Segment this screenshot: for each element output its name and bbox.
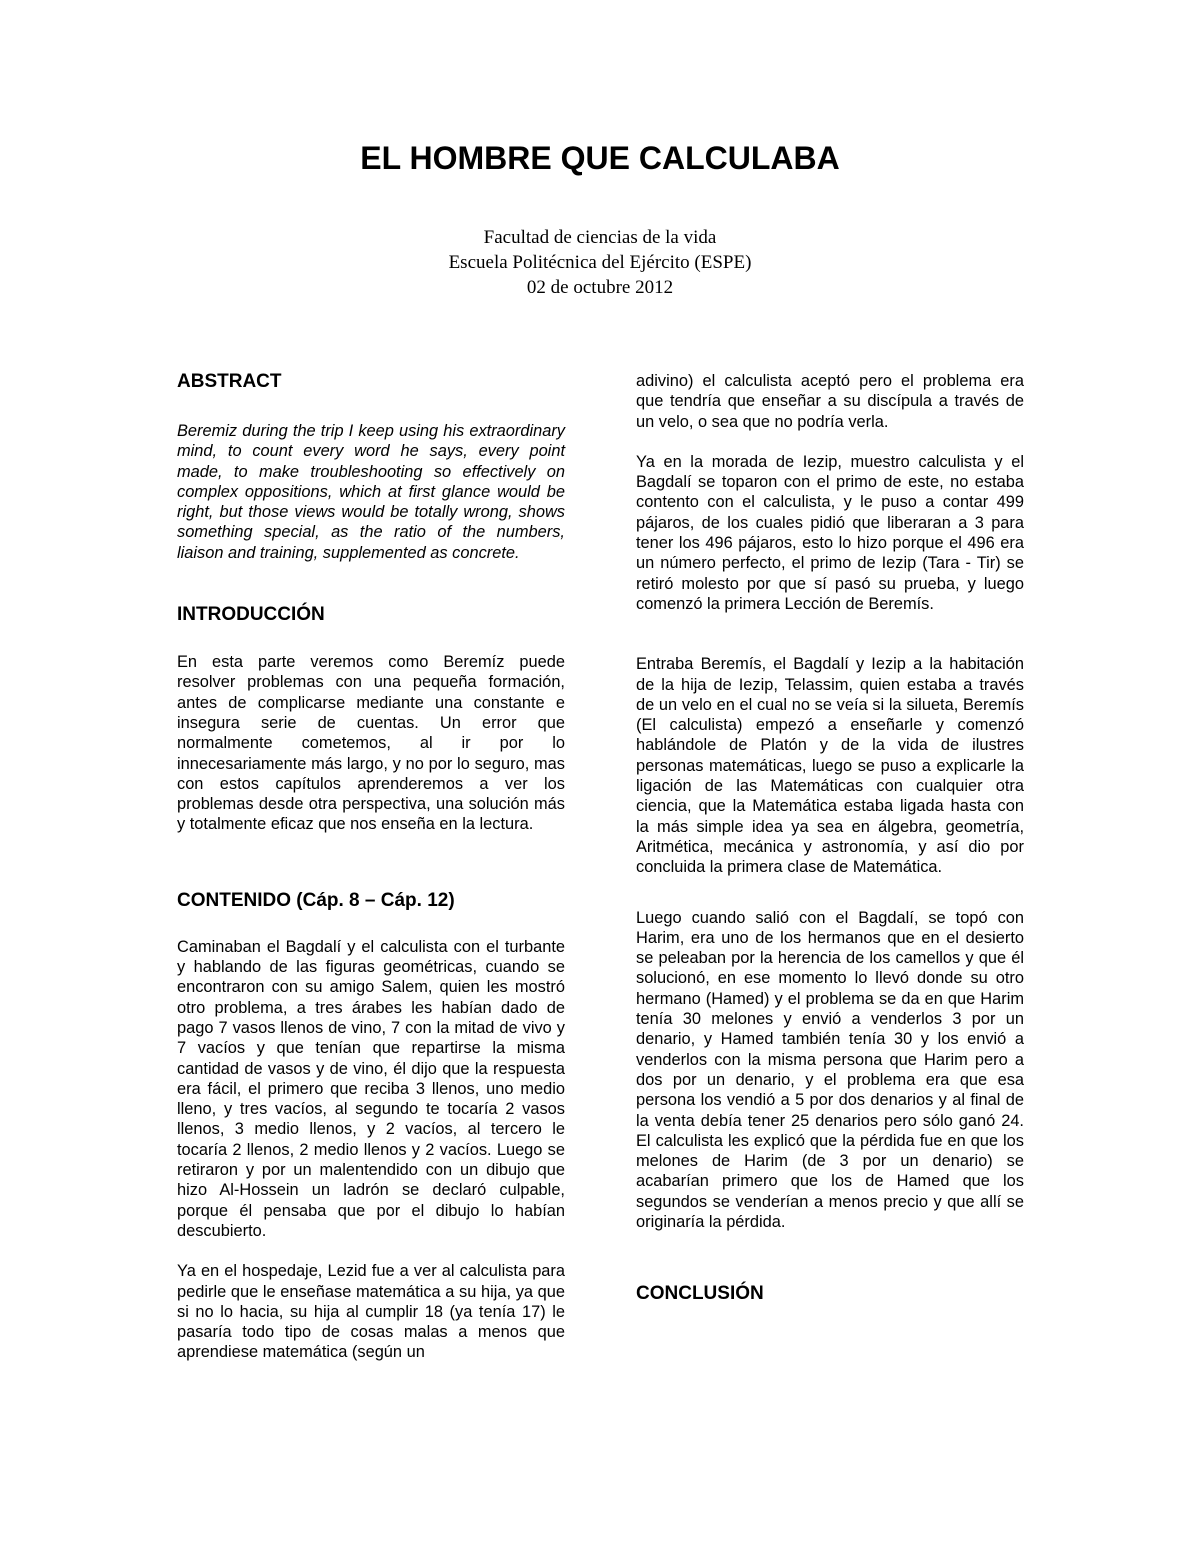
introduction-heading: INTRODUCCIÓN (177, 604, 325, 626)
right-column (636, 368, 1024, 1308)
abstract-heading: ABSTRACT (177, 371, 282, 392)
affiliation-faculty: Facultad de ciencias de la vida (483, 227, 717, 248)
introduction-text: En esta parte veremos como Beremíz puede resolver problemas con una pequeña formación, antes de complicarse mediante una constante e insegura serie de cuentas. Un error que normalmente cometemos, al ir por lo innecesariamente más largo, y no por lo seguro, mas con estos capítulos aprenderemos a ver los problemas desde otra perspectiva, una solución más y totalmente eficaz que nos enseña en la lectura. (177, 653, 565, 834)
abstract-text: Beremiz during the trip I keep using his extraordinary mind, to count every word he says, every point made, to make troubleshooting so effectively on complex oppositions, which at first glance would be right, but those views would be totally wrong, shows something special, as the ratio of the numbers, liaison and training, supplemented as concrete. (177, 422, 565, 562)
content-heading: CONTENIDO (Cáp. 8 – Cáp. 12) (177, 889, 455, 911)
conclusion-heading: CONCLUSIÓN (636, 1283, 764, 1305)
right-paragraph-2: Ya en la morada de Iezip, muestro calculista y el Bagdalí se toparon con el primo de este, no estaba contento con el calculista, y le puso a contar 499 pájaros, de los cuales pidió que liberaran a 3 para tener los 496 pájaros, esto lo hizo porque el 496 era un número perfecto, el primo de Iezip (Tara - Tir) se retiró molesto por que sí pasó su prueba, y luego comenzó la primera Lección de Beremís. (636, 452, 1024, 613)
right-paragraph-4: Luego cuando salió con el Bagdalí, se topó con Harim, era uno de los hermanos que en el desierto se peleaban por la herencia de los camellos y que él solucionó, en ese momento lo llevó donde su otro hermano (Hamed) y el problema se da en que Harim tenía 30 melones y envió a venderlos 3 por un denario, y Hamed también tenía 30 y los envió a venderlos con la misma persona que Harim pero a dos por un denario, y el problema era que esa persona los vendió a 5 por dos denarios y al final de la venta debía tener 25 denarios pero sólo ganó 24. El calculista les explicó que la pérdida fue en que los melones de Harim (de 3 por un denario) se acabarían primero que los de Hamed que los segundos se venderían a menos precio y que allí se originaría la pérdida. (636, 908, 1024, 1231)
affiliation-school: Escuela Politécnica del Ejército (ESPE) (448, 252, 752, 273)
right-paragraph-1: adivino) el calculista aceptó pero el problema era que tendría que enseñar a su discípula a través de un velo, o sea que no podría verla. (636, 372, 1024, 431)
left-column (177, 368, 565, 1363)
affiliation-date: 02 de octubre 2012 (526, 277, 674, 298)
right-paragraph-3: Entraba Beremís, el Bagdalí y Iezip a la habitación de la hija de Iezip, Telassim, quien estaba a través de un velo en el cual no se veía si la silueta, Beremís (El calculista) empezó a enseñarle y comenzó hablándole de Platón y de la vida de ilustres personas matemáticas, luego se puso a explicarle la ligación de las Matemáticas con cualquier otra ciencia, que la Matemática estaba ligada hasta con la más simple idea ya sea en álgebra, geometría, Aritmética, mecánica y astronomía, y así dio por concluida la primera clase de Matemática. (636, 655, 1024, 877)
paper-title: EL HOMBRE QUE CALCULABA (360, 140, 840, 176)
content-paragraph-2: Ya en el hospedaje, Lezid fue a ver al calculista para pedirle que le enseñase matemática a su hija, ya que si no lo hacia, su hija al cumplir 18 (ya tenía 17) le pasaría todo tipo de cosas malas a menos que aprendiese matemática (según un (177, 1262, 565, 1362)
content-paragraph-1: Caminaban el Bagdalí y el calculista con el turbante y hablando de las figuras geométricas, cuando se encontraron con su amigo Salem, quien les mostró otro problema, a tres árabes les habían dado de pago 7 vasos llenos de vino, 7 con la mitad de vivo y 7 vacíos y que tenían que repartirse la misma cantidad de vasos y de vino, él dijo que la respuesta era fácil, el primero que reciba 3 llenos, uno medio lleno, y tres vacíos, al segundo te tocaría 2 vasos llenos, 3 medio llenos, y 2 vacíos, al tercero le tocaría 2 llenos, 2 medio llenos y 2 vacíos. Luego se retiraron y por un malentendido con un dibujo que hizo Al-Hossein un ladrón se declaró culpable, porque él pensaba que por el dibujo lo habían descubierto. (177, 937, 565, 1240)
affiliation-block (0, 225, 1200, 300)
